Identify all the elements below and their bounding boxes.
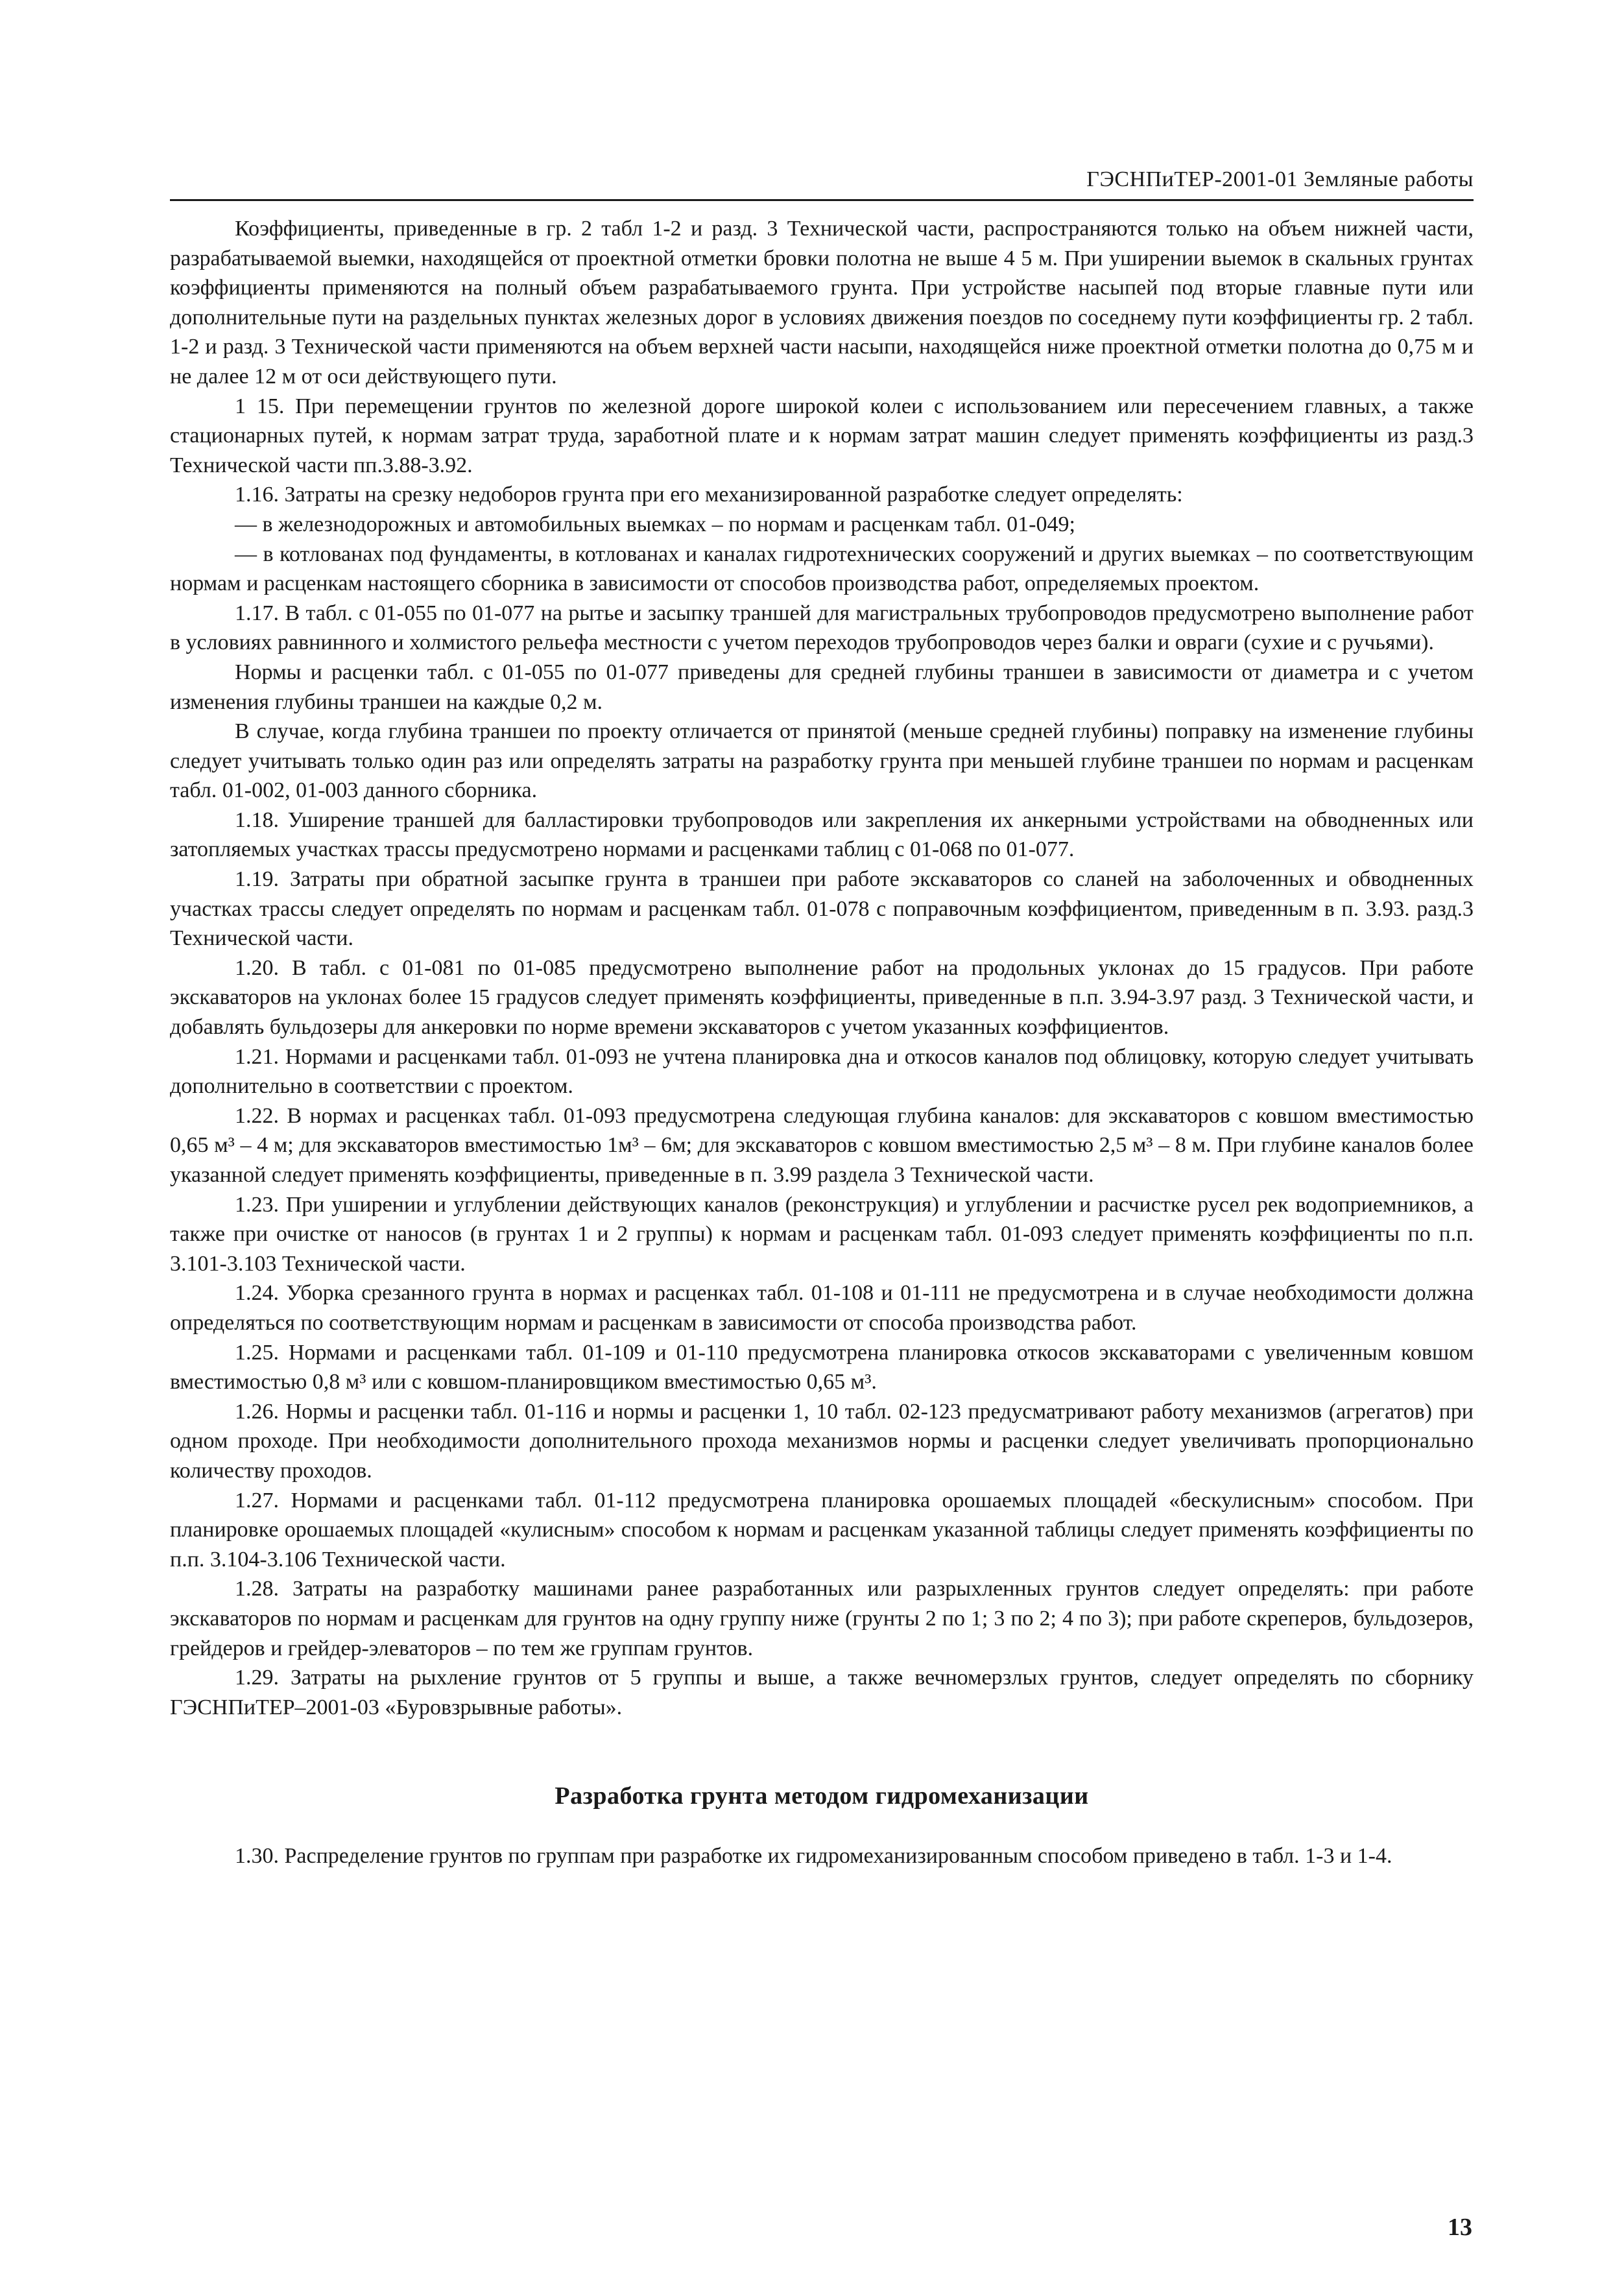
paragraph: 1.19. Затраты при обратной засыпке грунта в траншеи при работе экскаваторов со сланей на заболоченных и обводненных участках трассы следует определять по нормам и расценкам табл. 01-078 с поправочным коэффициентом, приведенным в п. 3.93. разд.3 Технической части.	[170, 867, 1474, 951]
paragraph: 1.30. Распределение грунтов по группам при разработке их гидромеханизированным способом приведено в табл. 1-3 и 1-4.	[235, 1843, 1392, 1868]
paragraph: 1.21. Нормами и расценками табл. 01-093 не учтена планировка дна и откосов каналов под облицовку, которую следует учитывать дополнительно в соответствии с проектом.	[170, 1044, 1474, 1099]
page-number: 13	[1448, 2214, 1472, 2241]
section-title: Разработка грунта методом гидромеханизации	[555, 1782, 1089, 1810]
paragraph: 1.26. Нормы и расценки табл. 01-116 и нормы и расценки 1, 10 табл. 02-123 предусматривают работу механизмов (агрегатов) при одном проходе. При необходимости дополнительного прохода механизмов нормы и расценки следует увеличивать пропорционально количеству проходов.	[170, 1399, 1474, 1483]
paragraph: 1 15. При перемещении грунтов по железной дороге широкой колеи с использованием или пересечением главных, а также стационарных путей, к нормам затрат труда, заработной плате и к нормам затрат машин следует применять коэффициенты из разд.3 Технической части пп.3.88-3.92.	[170, 394, 1474, 477]
paragraph: 1.25. Нормами и расценками табл. 01-109 и 01-110 предусмотрена планировка откосов экскаваторами с увеличенным ковшом вместимостью 0,8 м³ или с ковшом-планировщиком вместимостью 0,65 м³.	[170, 1340, 1474, 1394]
list-item: — в котлованах под фундаменты, в котлованах и каналах гидротехнических сооружений и других выемках – по соответствующим нормам и расценкам настоящего сборника в зависимости от способов производства работ, определяемых проектом.	[170, 542, 1474, 596]
section-spacer	[170, 1722, 1474, 1782]
paragraph: В случае, когда глубина траншеи по проекту отличается от принятой (меньше средней глубины) поправку на изменение глубины следует учитывать только один раз или определять затраты на разработку грунта при меньшей глубине траншеи по нормам и расценкам табл. 01-002, 01-003 данного сборника.	[170, 719, 1474, 803]
section-spacer	[170, 1812, 1474, 1841]
paragraph: Коэффициенты, приведенные в гр. 2 табл 1-2 и разд. 3 Технической части, распространяются только на объем нижней части, разрабатываемой выемки, находящейся от проектной отметки бровки полотна не выше 4 5 м. При уширении выемок в скальных грунтах коэффициенты применяются на полный объем разрабатываемого грунта. При устройстве насыпей под вторые главные пути или дополнительные пути на раздельных пунктах железных дорог в условиях движения поездов по соседнему пути коэффициенты гр. 2 табл. 1-2 и разд. 3 Технической части применяются на объем верхней части насыпи, находящейся ниже проектной отметки полотна до 0,75 м и не далее 12 м от оси действующего пути.	[170, 217, 1474, 389]
paragraph: 1.16. Затраты на срезку недоборов грунта при его механизированной разработке следует определять:	[235, 483, 1183, 507]
paragraph: Нормы и расценки табл. с 01-055 по 01-077 приведены для средней глубины траншеи в зависимости от диаметра и с учетом изменения глубины траншеи на каждые 0,2 м.	[170, 660, 1474, 714]
paragraph: 1.23. При уширении и углублении действующих каналов (реконструкция) и углублении и расчистке русел рек водоприемников, а также при очистке от наносов (в грунтах 1 и 2 группы) к нормам и расценкам табл. 01-093 следует применять коэффициенты по п.п. 3.101-3.103 Технической части.	[170, 1192, 1474, 1276]
header-divider	[170, 199, 1474, 201]
paragraph: 1.18. Уширение траншей для балластировки трубопроводов или закрепления их анкерными устройствами на обводненных или затопляемых участках трассы предусмотрено нормами и расценками таблиц с 01-068 по 01-077.	[170, 808, 1474, 862]
paragraph: 1.20. В табл. с 01-081 по 01-085 предусмотрено выполнение работ на продольных уклонах до 15 градусов. При работе экскаваторов на уклонах более 15 градусов следует применять коэффициенты, приведенные в п.п. 3.94-3.97 разд. 3 Технической части, и добавлять бульдозеры для анкеровки по норме времени экскаваторов с учетом указанных коэффициентов.	[170, 955, 1474, 1040]
paragraph: 1.27. Нормами и расценками табл. 01-112 предусмотрена планировка орошаемых площадей «бескулисным» способом. При планировке орошаемых площадей «кулисным» способом к нормам и расценкам указанной таблицы следует применять коэффициенты по п.п. 3.104-3.106 Технической части.	[170, 1488, 1474, 1572]
paragraph: 1.17. В табл. с 01-055 по 01-077 на рытье и засыпку траншей для магистральных трубопроводов предусмотрено выполнение работ в условиях равнинного и холмистого рельефа местности с учетом переходов трубопроводов через балки и овраги (сухие и с ручьями).	[170, 601, 1474, 655]
paragraph: 1.29. Затраты на рыхление грунтов от 5 группы и выше, а также вечномерзлых грунтов, следует определять по сборнику ГЭСНПиТЕР–2001-03 «Буровзрывные работы».	[170, 1666, 1474, 1719]
paragraph: 1.24. Уборка срезанного грунта в нормах и расценках табл. 01-108 и 01-111 не предусмотрена и в случае необходимости должна определяться по соответствующим нормам и расценкам в зависимости от способа производства работ.	[170, 1281, 1474, 1335]
list-item: — в железнодорожных и автомобильных выемках – по нормам и расценкам табл. 01-049;	[235, 512, 1075, 536]
paragraph: 1.28. Затраты на разработку машинами ранее разработанных или разрыхленных грунтов следует определять: при работе экскаваторов по нормам и расценкам для грунтов на одну группу ниже (грунты 2 по 1; 3 по 2; 4 по 3); при работе скреперов, бульдозеров, грейдеров и грейдер-элеваторов – по тем же группам грунтов.	[170, 1577, 1474, 1660]
paragraph: 1.22. В нормах и расценках табл. 01-093 предусмотрена следующая глубина каналов: для экскаваторов с ковшом вместимостью 0,65 м³ – 4 м; для экскаваторов вместимостью 1м³ – 6м; для экскаваторов с ковшом вместимостью 2,5 м³ – 8 м. При глубине каналов более указанной следует применять коэффициенты, приведенные в п. 3.99 раздела 3 Технической части.	[170, 1103, 1474, 1187]
running-header: ГЭСНПиТЕР-2001-01 Земляные работы	[1086, 167, 1474, 191]
document-body	[170, 214, 1474, 1871]
